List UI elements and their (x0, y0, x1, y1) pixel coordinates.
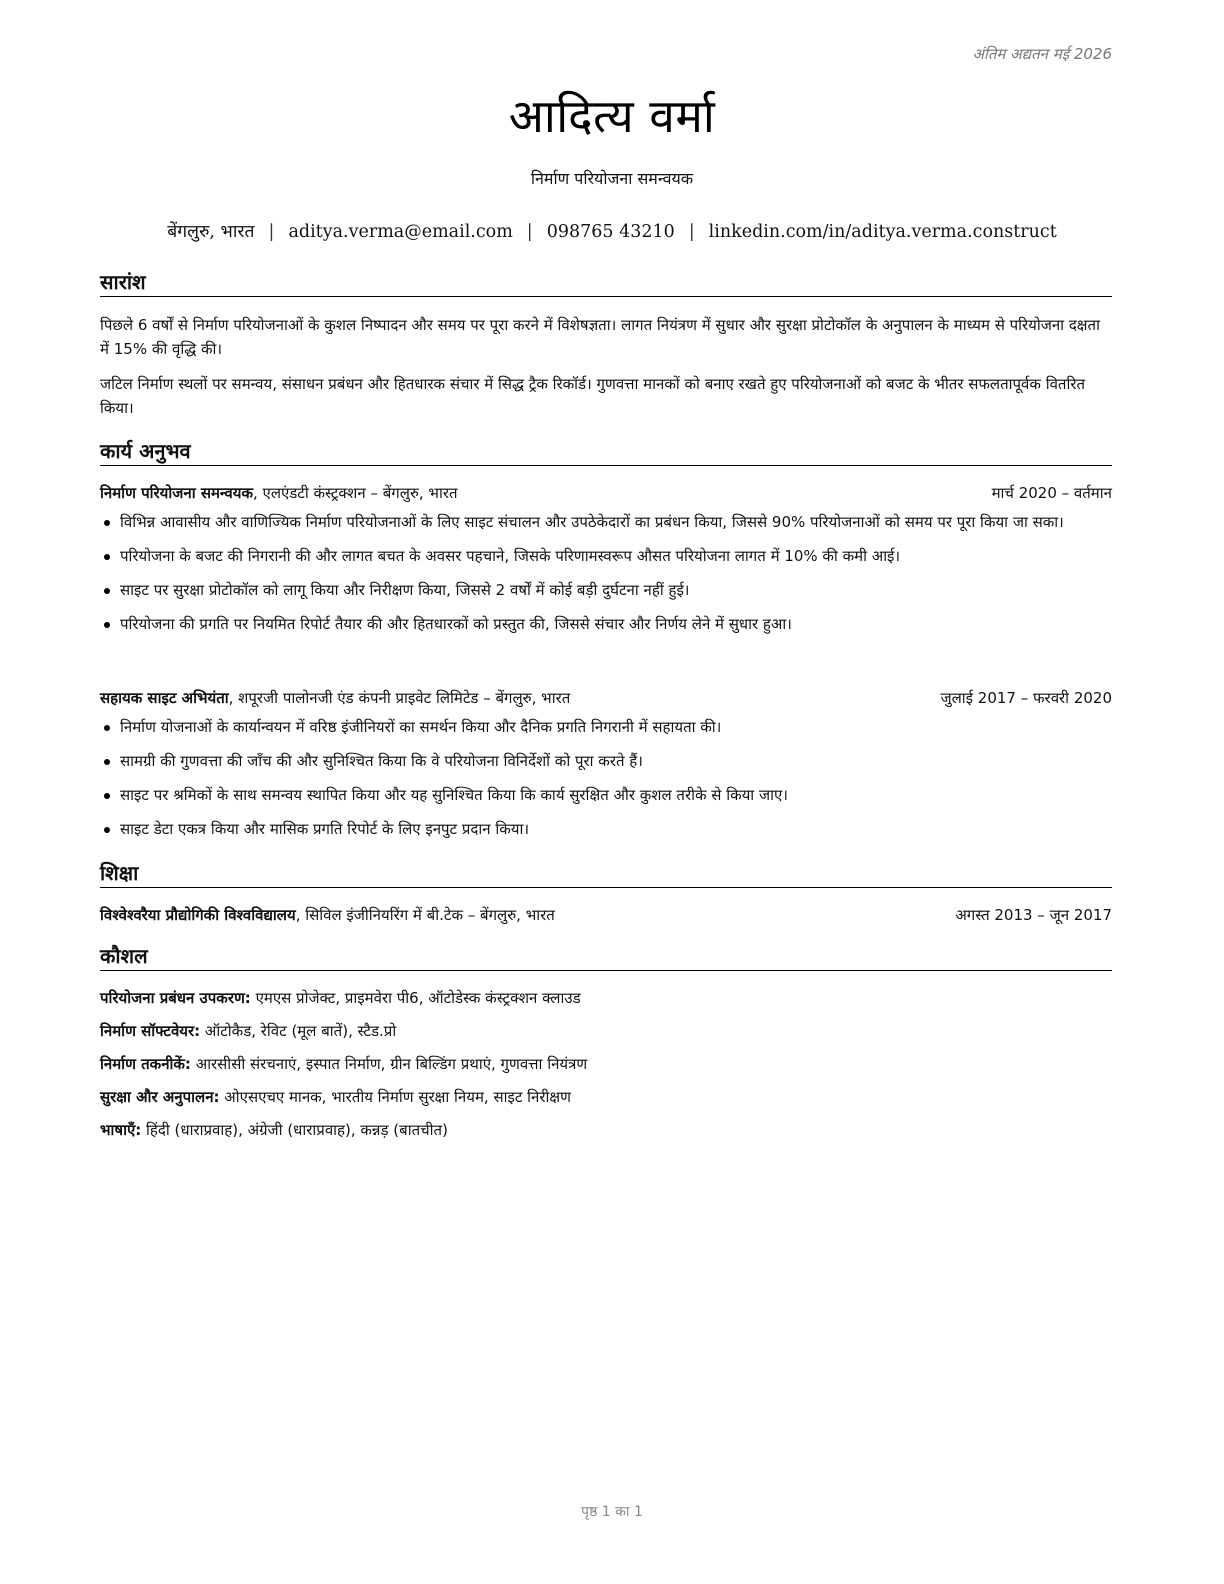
job-title: सहायक साइट अभियंता (100, 689, 229, 707)
contact-separator: | (268, 222, 275, 242)
skills-list (100, 982, 1112, 1147)
education-dates: अगस्त 2013 – जून 2017 (955, 906, 1112, 924)
job-dates: मार्च 2020 – वर्तमान (991, 484, 1112, 502)
section-heading-skills: कौशल (100, 944, 1112, 971)
job-company: , शपूरजी पालोनजी एंड कंपनी प्राइवेट लिमिटेड – बेंगलुरु, भारत (228, 689, 571, 707)
skill-value: ऑटोकैड, रेविट (मूल बातें), स्टैड.प्रो (200, 1022, 397, 1040)
skill-value: हिंदी (धाराप्रवाह), अंग्रेजी (धाराप्रवाह), कन्नड़ (बातचीत) (141, 1121, 448, 1139)
list-item: परियोजना की प्रगति पर नियमित रिपोर्ट तैयार की और हितधारकों को प्रस्तुत की, जिससे संचार और निर्णय लेने में सुधार हुआ। (100, 613, 1112, 636)
education-degree: , सिविल इंजीनियरिंग में बी.टेक – बेंगलुरु, भारत (295, 906, 555, 924)
list-item: निर्माण योजनाओं के कार्यान्वयन में वरिष्ठ इंजीनियरों का समर्थन किया और दैनिक प्रगति निगरानी में सहायता की। (100, 716, 1112, 739)
skill-row (100, 1015, 1112, 1048)
skill-label: परियोजना प्रबंधन उपकरण: (100, 989, 251, 1007)
skill-row (100, 1114, 1112, 1147)
skill-label: भाषाएँ: (100, 1121, 142, 1139)
contact-line (0, 219, 1224, 243)
skill-row (100, 982, 1112, 1015)
skill-label: सुरक्षा और अनुपालन: (100, 1088, 220, 1106)
candidate-name: आदित्य वर्मा (508, 89, 716, 143)
summary-paragraph: पिछले 6 वर्षों से निर्माण परियोजनाओं के कुशल निष्पादन और समय पर पूरा करने में विशेषज्ञता। लागत नियंत्रण में सुधार और सुरक्षा प्रोटोकॉल के अनुपालन के माध्यम से परियोजना दक्षता में 15% की वृद्धि की। (100, 316, 1100, 358)
education-institution: विश्वेश्वरैया प्रौद्योगिकी विश्वविद्यालय (100, 906, 296, 924)
job-bullets (100, 511, 1112, 647)
contact-separator: | (526, 222, 533, 242)
job-dates: जुलाई 2017 – फरवरी 2020 (940, 689, 1112, 707)
job-header (100, 481, 1112, 505)
contact-location: बेंगलुरु, भारत (167, 222, 255, 242)
job-header (100, 686, 1112, 710)
skill-value: एमएस प्रोजेक्ट, प्राइमवेरा पी6, ऑटोडेस्क कंस्ट्रक्शन क्लाउड (250, 989, 581, 1007)
contact-phone: 098765 43210 (546, 222, 675, 242)
skill-label: निर्माण तकनीकें: (100, 1055, 191, 1073)
contact-linkedin[interactable]: linkedin.com/in/aditya.verma.construct (708, 222, 1057, 242)
education-entry (100, 903, 1112, 927)
skill-row (100, 1081, 1112, 1114)
list-item: साइट पर सुरक्षा प्रोटोकॉल को लागू किया और निरीक्षण किया, जिससे 2 वर्षों में कोई बड़ी दुर्घटना नहीं हुई। (100, 579, 1112, 602)
list-item: सामग्री की गुणवत्ता की जाँच की और सुनिश्चित किया कि वे परियोजना विनिर्देशों को पूरा करते हैं। (100, 750, 1112, 773)
summary-paragraph: जटिल निर्माण स्थलों पर समन्वय, संसाधन प्रबंधन और हितधारक संचार में सिद्ध ट्रैक रिकॉर्ड। गुणवत्ता मानकों को बनाए रखते हुए परियोजनाओं को बजट के भीतर सफलतापूर्वक वितरित किया। (100, 375, 1086, 417)
section-heading-education: शिक्षा (100, 861, 1112, 888)
list-item: साइट डेटा एकत्र किया और मासिक प्रगति रिपोर्ट के लिए इनपुट प्रदान किया। (100, 818, 1112, 841)
page-number: पृष्ठ 1 का 1 (581, 1504, 643, 1520)
job-bullets (100, 716, 1112, 852)
list-item: विभिन्न आवासीय और वाणिज्यिक निर्माण परियोजनाओं के लिए साइट संचालन और उपठेकेदारों का प्रबंधन किया, जिससे 90% परियोजनाओं को समय पर पूरा किया जा सका। (100, 511, 1112, 534)
contact-email[interactable]: aditya.verma@email.com (288, 222, 513, 242)
candidate-role: निर्माण परियोजना समन्वयक (530, 169, 694, 188)
last-updated: अंतिम अद्यतन मई 2026 (972, 45, 1112, 63)
list-item: परियोजना के बजट की निगरानी की और लागत बचत के अवसर पहचाने, जिसके परिणामस्वरूप औसत परियोजना लागत में 10% की कमी आई। (100, 545, 1112, 568)
skill-value: ओएसएचए मानक, भारतीय निर्माण सुरक्षा नियम, साइट निरीक्षण (219, 1088, 571, 1106)
list-item: साइट पर श्रमिकों के साथ समन्वय स्थापित किया और यह सुनिश्चित किया कि कार्य सुरक्षित और कुशल तरीके से किया जाए। (100, 784, 1112, 807)
skill-value: आरसीसी संरचनाएं, इस्पात निर्माण, ग्रीन बिल्डिंग प्रथाएं, गुणवत्ता नियंत्रण (190, 1055, 588, 1073)
job-title: निर्माण परियोजना समन्वयक (100, 484, 253, 502)
job-company: , एलएंडटी कंस्ट्रक्शन – बेंगलुरु, भारत (252, 484, 458, 502)
section-heading-summary: सारांश (100, 270, 1112, 297)
skill-row (100, 1048, 1112, 1081)
section-heading-experience: कार्य अनुभव (100, 439, 1112, 466)
skill-label: निर्माण सॉफ्टवेयर: (100, 1022, 201, 1040)
contact-separator: | (688, 222, 695, 242)
